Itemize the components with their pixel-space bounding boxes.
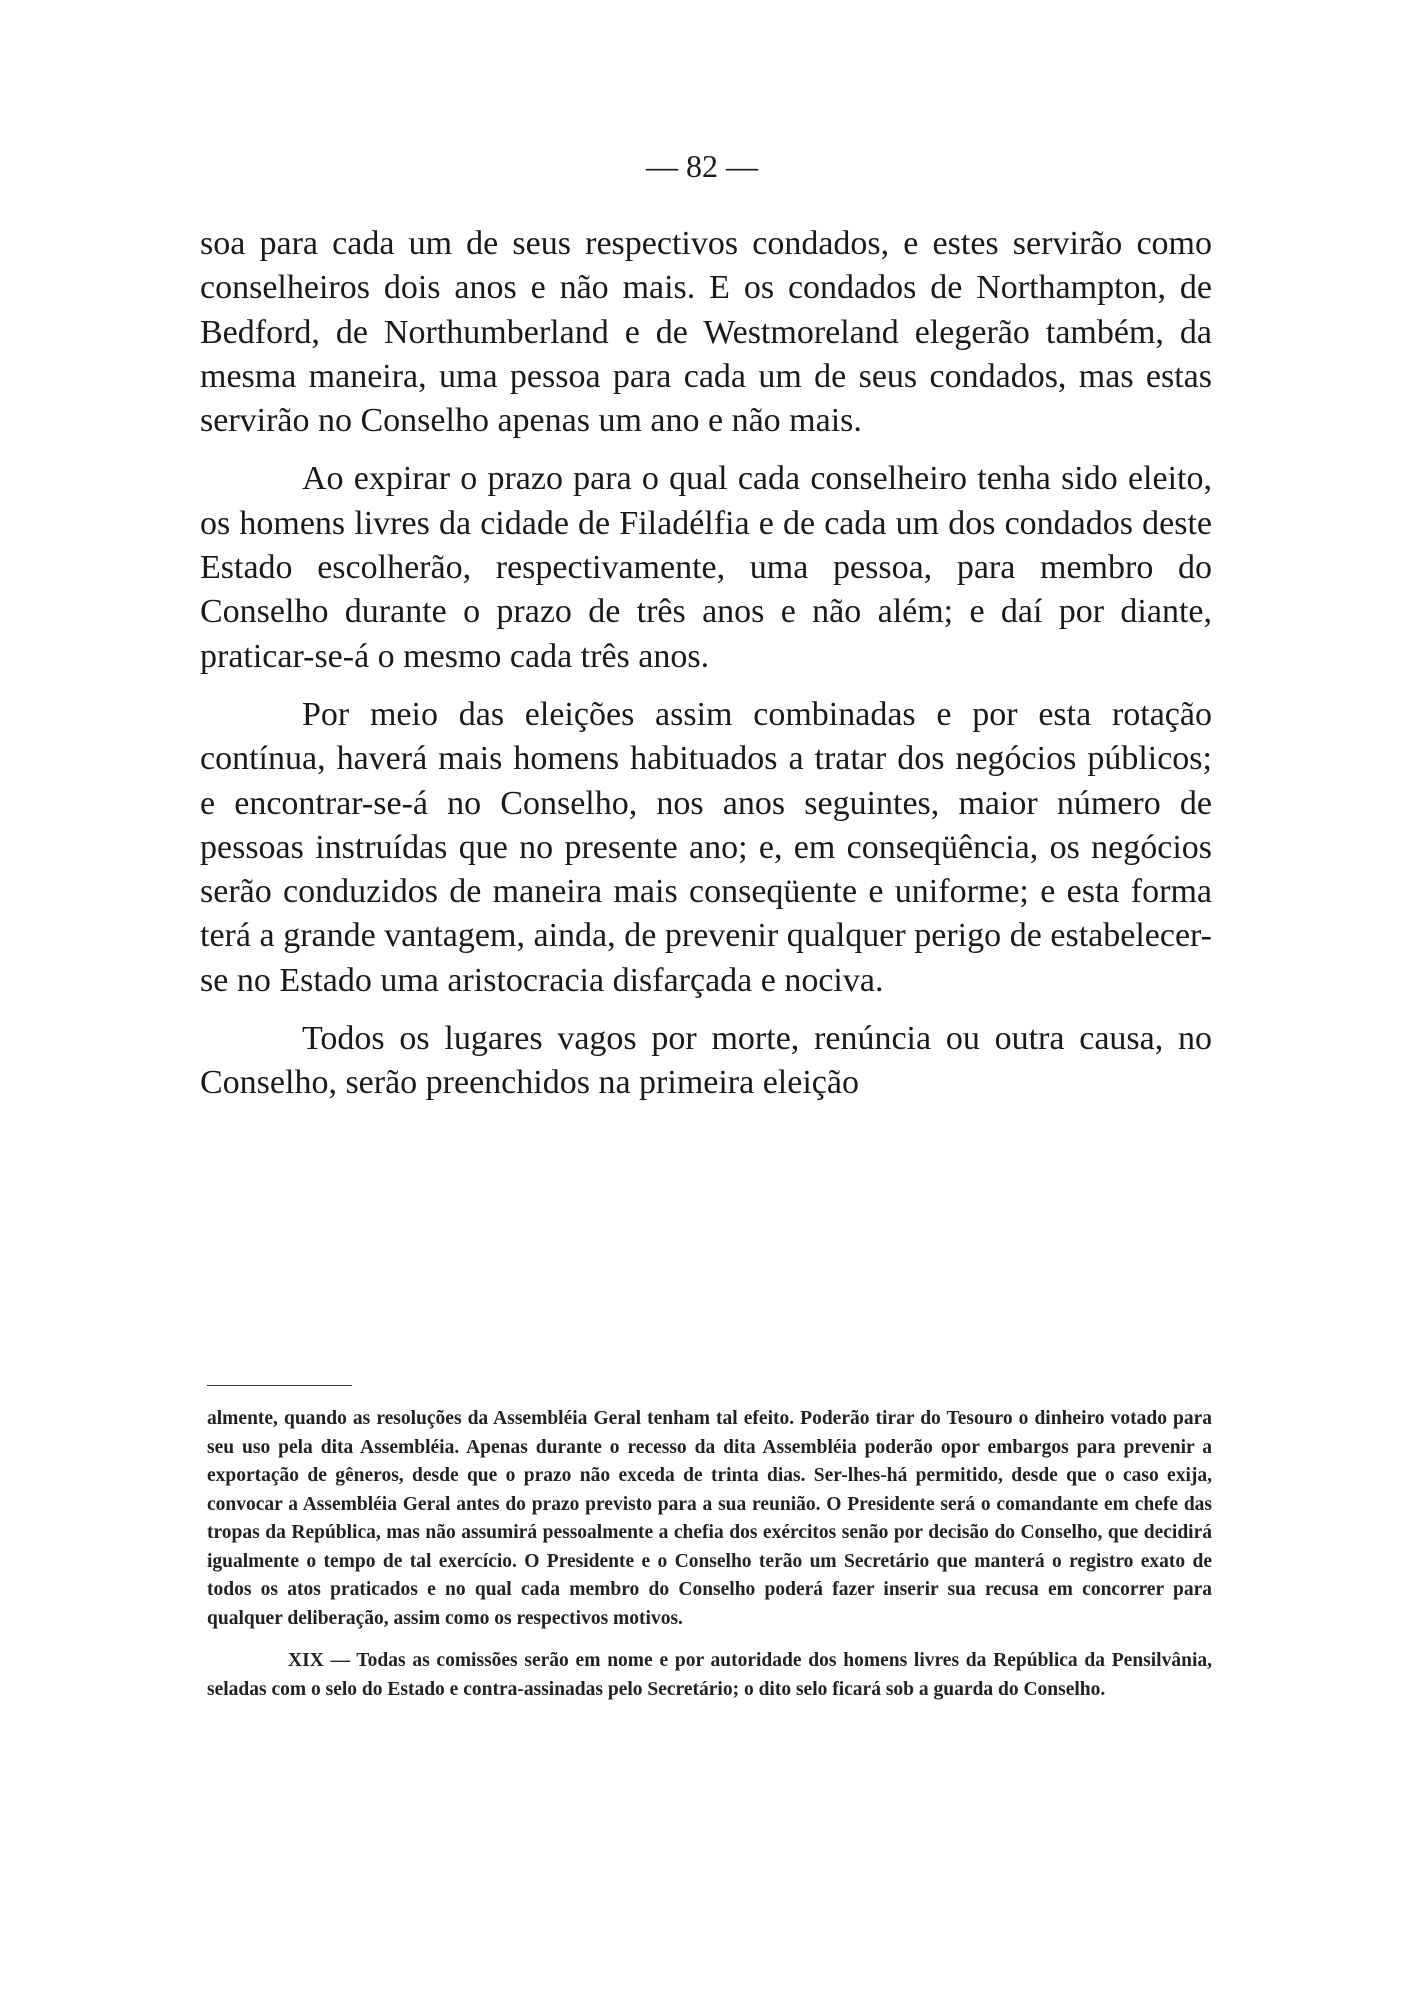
footnotes — [207, 1405, 1212, 1718]
footnote-divider — [207, 1385, 352, 1386]
footnote-paragraph-2: XIX — Todas as comissões serão em nome e por autoridade dos homens livres da República da Pensilvânia, seladas com o selo do Estado e contra-assinadas pelo Secretário; o dito selo ficará sob a guarda do Conselho. — [207, 1650, 1212, 1700]
page-number: — 82 — — [646, 148, 758, 184]
main-text — [200, 222, 1212, 1120]
paragraph-3: Por meio das eleições assim combinadas e por esta rotação contínua, haverá mais homens habituados a tratar dos negócios públicos; e encontrar-se-á no Conselho, nos anos seguintes, maior número de pessoas instruídas que no presente ano; e, em conseqüência, os negócios serão conduzidos de maneira mais conseqüente e uniforme; e esta forma terá a grande vantagem, ainda, de prevenir qualquer perigo de estabelecer-se no Estado uma aristocracia disfarçada e nociva. — [200, 695, 1212, 999]
paragraph-2: Ao expirar o prazo para o qual cada conselheiro tenha sido eleito, os homens livres da cidade de Filadélfia e de cada um dos condados deste Estado escolherão, respectivamente, uma pessoa, para membro do Conselho durante o prazo de três anos e não além; e daí por diante, praticar-se-á o mesmo cada três anos. — [200, 460, 1212, 675]
paragraph-4: Todos os lugares vagos por morte, renúncia ou outra causa, no Conselho, serão preenchidos na primeira eleição — [200, 1020, 1212, 1102]
footnote-paragraph-1: almente, quando as resoluções da Assembléia Geral tenham tal efeito. Poderão tirar do Tesouro o dinheiro votado para seu uso pela dita Assembléia. Apenas durante o recesso da dita Assembléia poderão opor embargos para prevenir a exportação de gêneros, desde que o prazo não exceda de trinta dias. Ser-lhes-há permitido, desde que o caso exija, convocar a Assembléia Geral antes do prazo previsto para a sua reunião. O Presidente será o comandante em chefe das tropas da República, mas não assumirá pessoalmente a chefia dos exércitos senão por decisão do Conselho, que decidirá igualmente o tempo de tal exercício. O Presidente e o Conselho terão um Secretário que manterá o registro exato de todos os atos praticados e no qual cada membro do Conselho poderá fazer inserir sua recusa em concorrer para qualquer deliberação, assim como os respectivos motivos. — [207, 1408, 1212, 1629]
paragraph-1: soa para cada um de seus respectivos condados, e estes servirão como conselheiros dois anos e não mais. E os condados de Northampton, de Bedford, de Northumberland e de Westmoreland elegerão também, da mesma maneira, uma pessoa para cada um de seus condados, mas estas servirão no Conselho apenas um ano e não mais. — [200, 225, 1212, 440]
